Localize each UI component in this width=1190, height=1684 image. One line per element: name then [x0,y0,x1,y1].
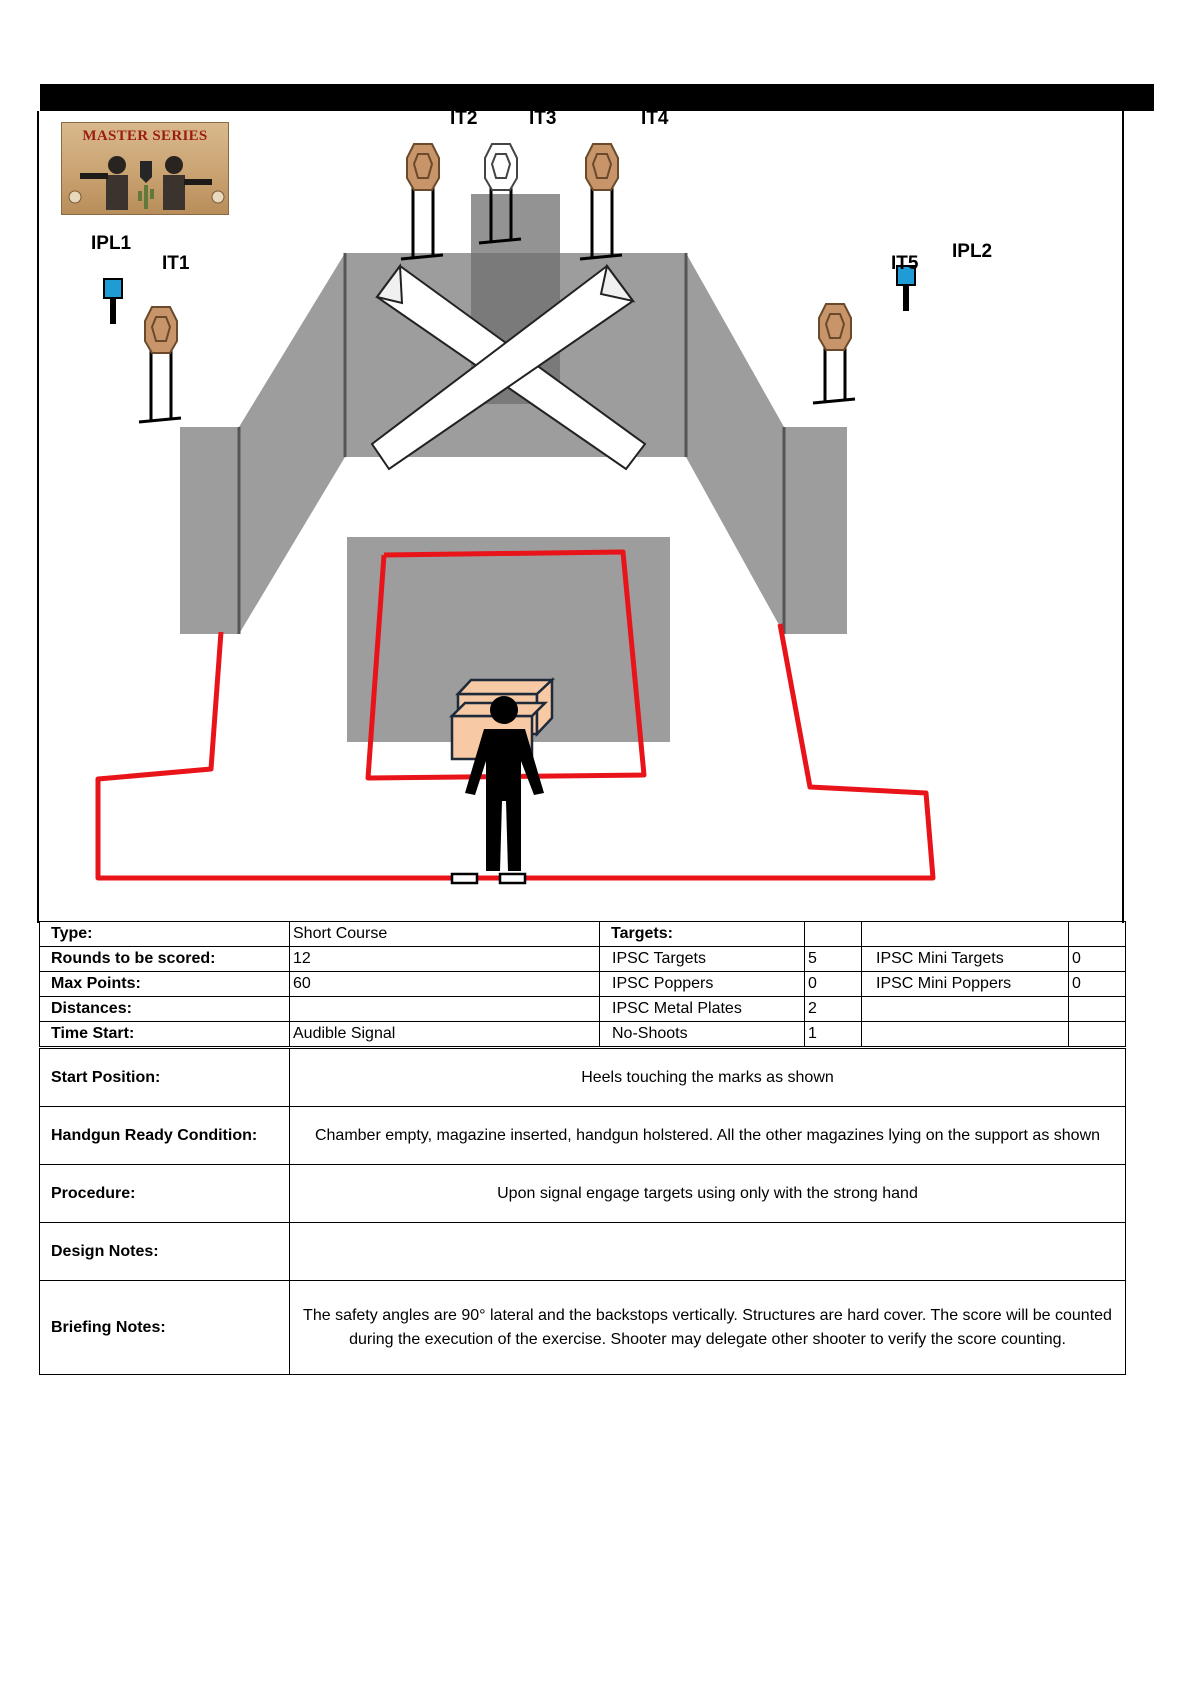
row-design-notes [40,1223,1126,1281]
ipsc-metal-plates-value: 2 [805,997,862,1022]
target-it1 [139,307,181,422]
targets-label: Targets: [600,922,805,947]
plate-ipl1 [104,279,122,324]
rounds-value: 12 [290,947,600,972]
no-shoots-label: No-Shoots [600,1022,805,1047]
ipsc-poppers-label: IPSC Poppers [600,972,805,997]
heel-mark-left [452,874,477,883]
row-type [40,922,1126,947]
distances-label: Distances: [40,997,290,1022]
stage-drawing [39,111,1126,923]
briefing-notes-value: The safety angles are 90° lateral and the backstops vertically. Structures are hard cover. The score will be counted during the execution of the exercise. Shooter may delegate other shooter to verify the score counting. [290,1281,1126,1375]
ipsc-mini-targets-value: 0 [1069,947,1126,972]
target-it4 [580,144,622,259]
target-it2 [401,144,443,259]
header-bar [40,84,1154,111]
row-rounds [40,947,1126,972]
no-shoots-value: 1 [805,1022,862,1047]
row-start-position [40,1049,1126,1107]
stage-info-table [39,921,1126,1047]
max-points-value: 60 [290,972,600,997]
logo-artwork [62,123,229,215]
left-angled-wall [239,253,345,634]
label-ipl1: IPL1 [91,233,132,254]
ipsc-mini-poppers-label: IPSC Mini Poppers [862,972,1069,997]
time-start-value: Audible Signal [290,1022,600,1047]
ipsc-targets-label: IPSC Targets [600,947,805,972]
ipsc-targets-value: 5 [805,947,862,972]
start-position-label: Start Position: [40,1049,290,1107]
time-start-label: Time Start: [40,1022,290,1047]
stage-notes-table [39,1048,1126,1375]
ipsc-mini-poppers-value: 0 [1069,972,1126,997]
row-max-points [40,972,1126,997]
label-it3: IT3 [529,108,557,129]
distances-value [290,997,600,1022]
label-it5: IT5 [891,253,919,274]
logo-title: MASTER SERIES [82,128,208,144]
design-notes-value [290,1223,1126,1281]
label-it4: IT4 [641,108,669,129]
row-ready-condition [40,1107,1126,1165]
rounds-label: Rounds to be scored: [40,947,290,972]
ready-condition-label: Handgun Ready Condition: [40,1107,290,1165]
row-time-start [40,1022,1126,1047]
master-series-logo [61,122,229,215]
type-label: Type: [40,922,290,947]
row-distances [40,997,1126,1022]
right-angled-wall [686,253,784,634]
max-points-label: Max Points: [40,972,290,997]
stage-diagram [37,108,1124,923]
label-it2: IT2 [450,108,478,129]
label-it1: IT1 [162,253,190,274]
design-notes-label: Design Notes: [40,1223,290,1281]
ipsc-poppers-value: 0 [805,972,862,997]
ipsc-metal-plates-label: IPSC Metal Plates [600,997,805,1022]
type-value: Short Course [290,922,600,947]
procedure-label: Procedure: [40,1165,290,1223]
right-side-wall [784,427,847,634]
start-position-value: Heels touching the marks as shown [290,1049,1126,1107]
row-procedure [40,1165,1126,1223]
row-briefing-notes [40,1281,1126,1375]
procedure-value: Upon signal engage targets using only with the strong hand [290,1165,1126,1223]
briefing-notes-label: Briefing Notes: [40,1281,290,1375]
label-ipl2: IPL2 [952,241,993,262]
heel-mark-right [500,874,525,883]
ready-condition-value: Chamber empty, magazine inserted, handgun holstered. All the other magazines lying on the support as shown [290,1107,1126,1165]
ipsc-mini-targets-label: IPSC Mini Targets [862,947,1069,972]
left-side-wall [180,427,239,634]
target-it5 [813,304,855,403]
